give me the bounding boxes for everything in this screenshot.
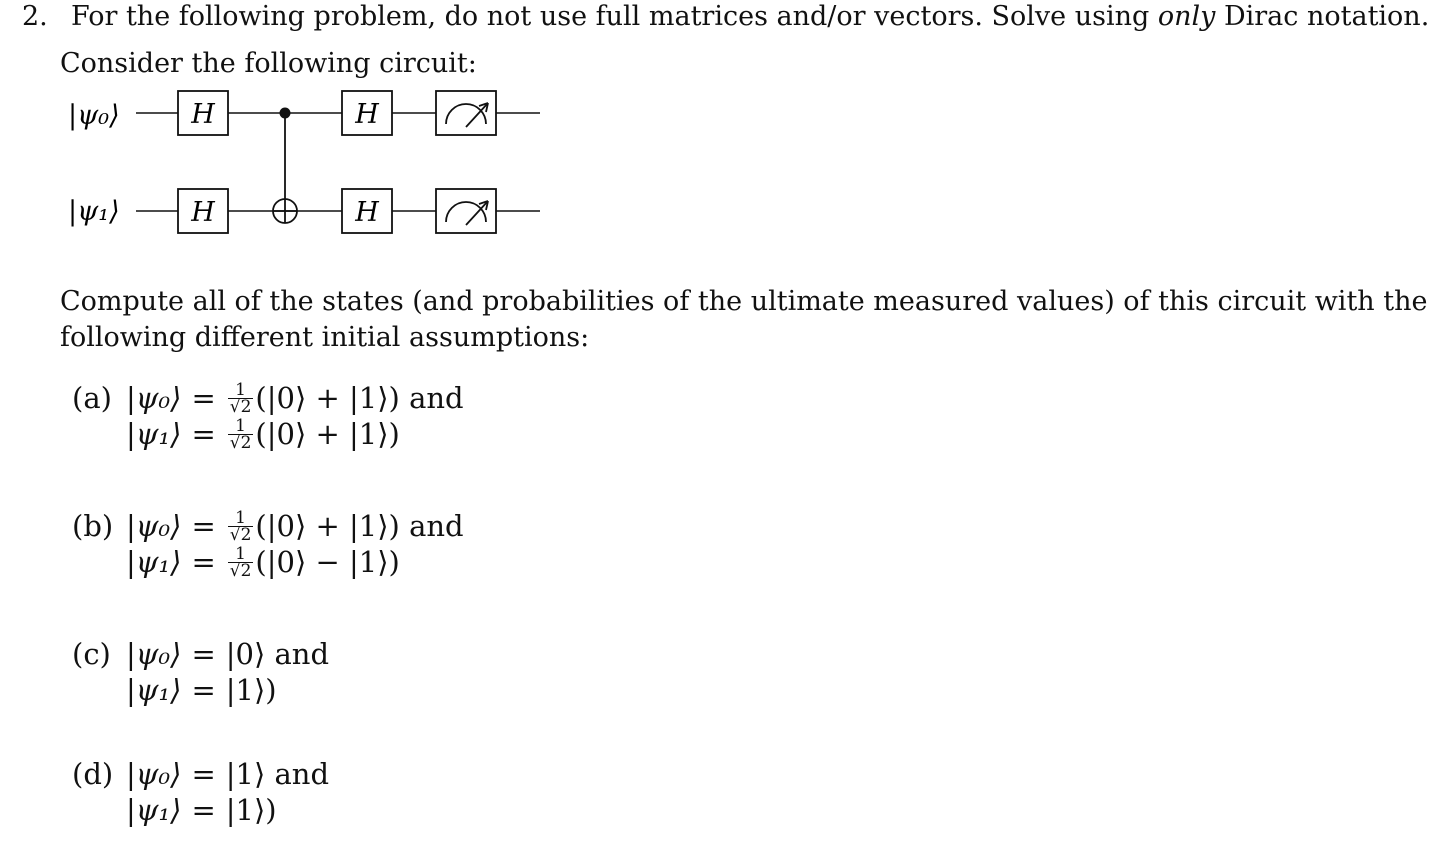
svg-text:H: H	[355, 197, 379, 228]
task-line-1: Compute all of the states (and probabilities of the ultimate measured values) of this circuit with the	[60, 286, 1428, 317]
instruction-text-end: Dirac notation.	[1215, 1, 1430, 32]
psi1-expression: (|0⟩ + |1⟩)	[255, 417, 400, 451]
psi1-expression: |1⟩)	[225, 793, 277, 827]
hadamard-gate	[342, 189, 392, 233]
task-line-2: following different initial assumptions:	[60, 322, 590, 353]
hadamard-gate	[342, 91, 392, 135]
part-label: (c)	[72, 637, 111, 671]
psi0-symbol: |ψ₀⟩	[126, 381, 182, 415]
circuit-diagram	[60, 84, 560, 244]
svg-text:H: H	[191, 197, 215, 228]
part-d	[72, 756, 329, 828]
psi1-expression: (|0⟩ − |1⟩)	[255, 545, 400, 579]
svg-text:H: H	[355, 99, 379, 130]
psi1-symbol: |ψ₁⟩	[126, 793, 182, 827]
psi1-symbol: |ψ₁⟩	[126, 417, 182, 451]
psi1-expression: |1⟩)	[225, 673, 277, 707]
one-over-sqrt2-fraction: $\frac{1}{√2}$	[229, 543, 252, 581]
equals-sign: =	[191, 793, 216, 827]
measurement-meter-icon	[436, 189, 496, 233]
part-c	[72, 636, 329, 708]
psi0-expression: |0⟩ and	[225, 637, 330, 671]
equals-sign: =	[191, 757, 216, 791]
psi0-symbol: |ψ₀⟩	[126, 637, 182, 671]
equals-sign: =	[191, 381, 216, 415]
psi0-symbol: |ψ₀⟩	[126, 757, 182, 791]
part-b	[72, 508, 464, 580]
qubit0-label: |ψ₀⟩	[68, 100, 120, 131]
one-over-sqrt2-fraction: $\frac{1}{√2}$	[229, 379, 252, 417]
instruction-text: For the following problem, do not use full matrices and/or vectors. Solve using	[70, 1, 1158, 32]
equals-sign: =	[191, 673, 216, 707]
equals-sign: =	[191, 637, 216, 671]
instruction-emphasis: only	[1157, 1, 1216, 32]
equals-sign: =	[191, 509, 216, 543]
part-label: (d)	[72, 757, 114, 791]
psi1-symbol: |ψ₁⟩	[126, 673, 182, 707]
quantum-circuit	[60, 84, 560, 244]
equals-sign: =	[191, 545, 216, 579]
part-label: (b)	[72, 509, 114, 543]
part-a	[72, 380, 464, 452]
hadamard-gate	[178, 189, 228, 233]
measurement-meter-icon	[436, 91, 496, 135]
hadamard-gate	[178, 91, 228, 135]
problem-number: 2.	[22, 1, 48, 32]
psi0-expression: (|0⟩ + |1⟩) and	[255, 509, 464, 543]
cnot-gate	[273, 108, 297, 224]
psi1-symbol: |ψ₁⟩	[126, 545, 182, 579]
one-over-sqrt2-fraction: $\frac{1}{√2}$	[229, 415, 252, 453]
equals-sign: =	[191, 417, 216, 451]
problem-statement	[22, 1, 1429, 33]
intro-text: Consider the following circuit:	[60, 48, 477, 79]
psi0-expression: |1⟩ and	[225, 757, 330, 791]
one-over-sqrt2-fraction: $\frac{1}{√2}$	[229, 507, 252, 545]
svg-text:H: H	[191, 99, 215, 130]
part-label: (a)	[72, 381, 112, 415]
qubit1-label: |ψ₁⟩	[68, 196, 120, 227]
psi0-expression: (|0⟩ + |1⟩) and	[255, 381, 464, 415]
psi0-symbol: |ψ₀⟩	[126, 509, 182, 543]
